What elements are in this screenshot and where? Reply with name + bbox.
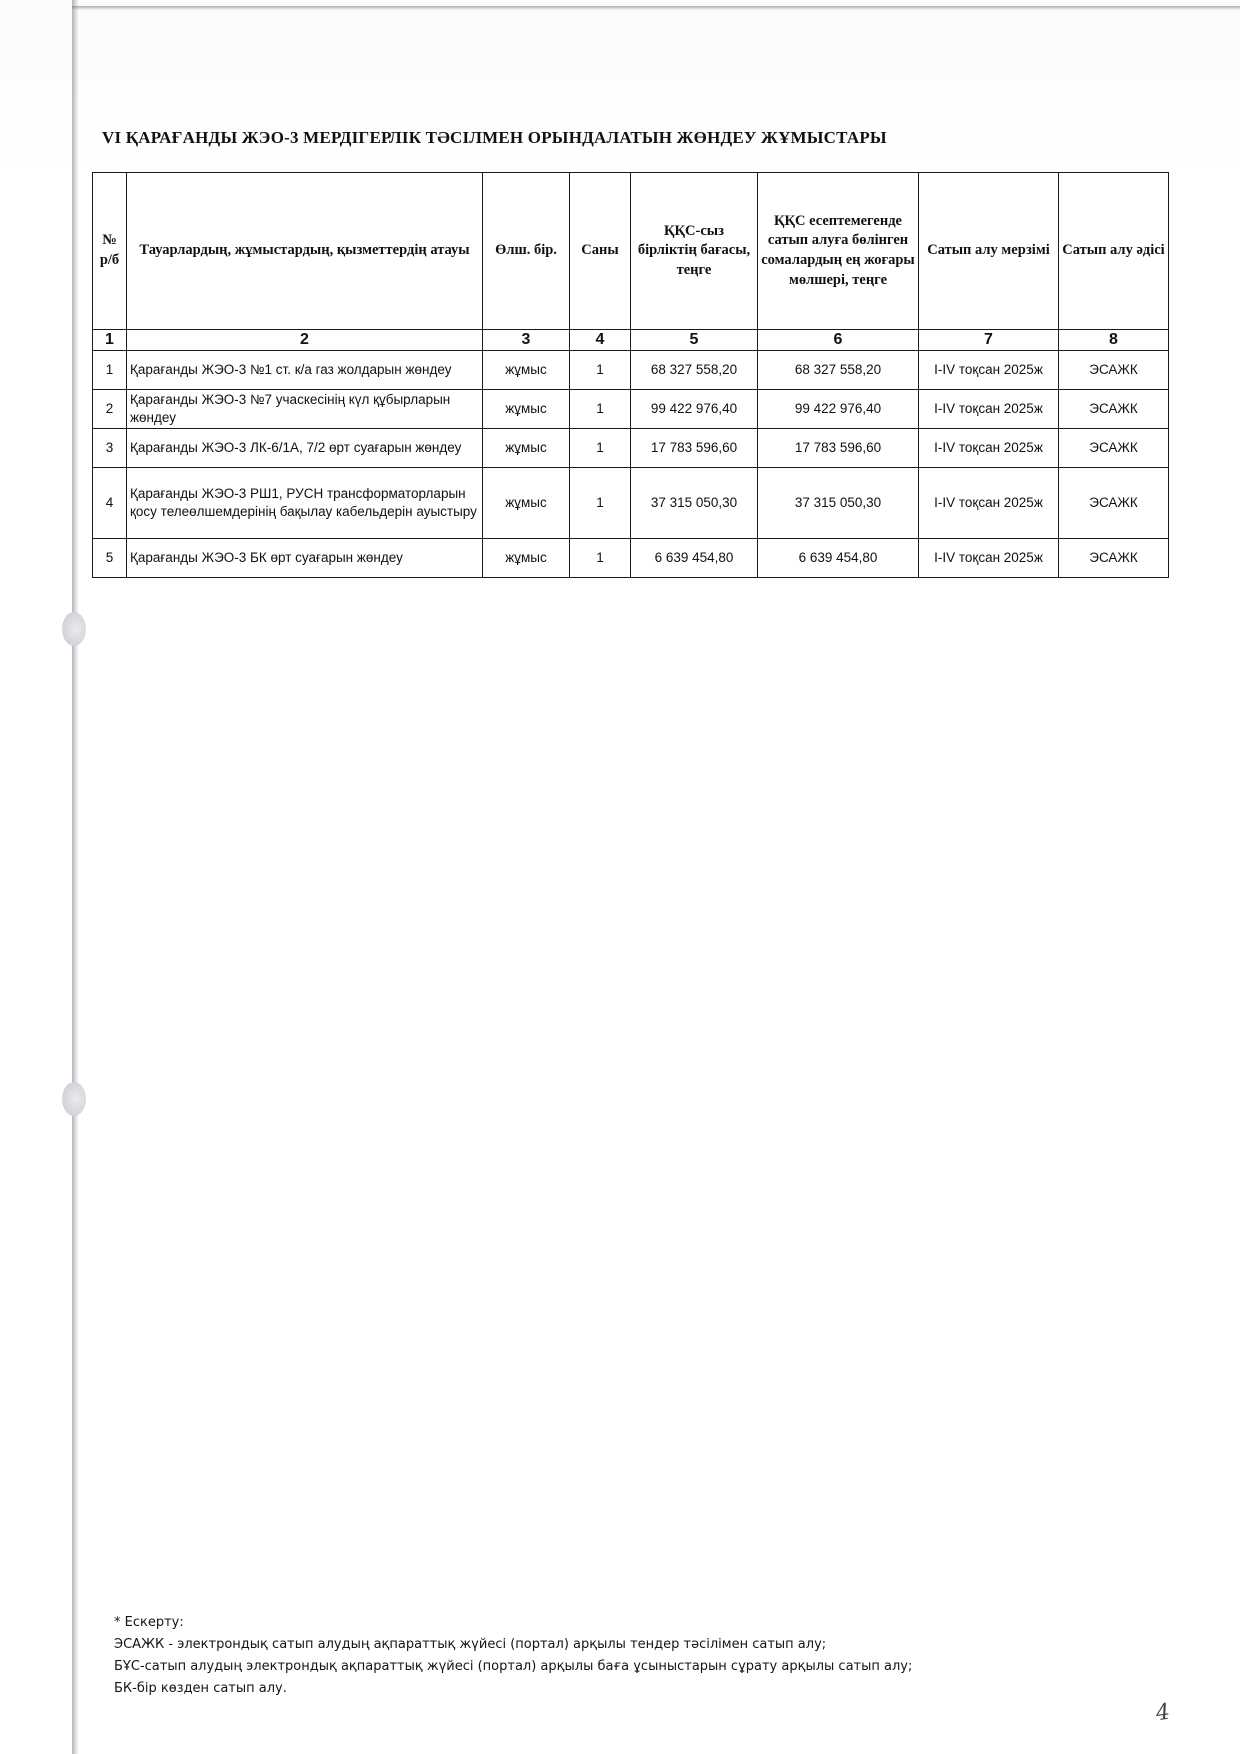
scan-top-edge [72,6,1240,10]
unit: жұмыс [483,351,570,390]
header-cell: № р/б [93,173,127,330]
unit-price: 99 422 976,40 [631,390,758,429]
procurement-period: I-IV тоқсан 2025ж [919,429,1059,468]
column-number-row [93,330,1169,351]
procurement-method: ЭСАЖК [1059,468,1169,539]
quantity: 1 [570,468,631,539]
unit-price: 6 639 454,80 [631,539,758,578]
column-number: 2 [127,330,483,351]
procurement-method: ЭСАЖК [1059,539,1169,578]
max-amount: 37 315 050,30 [758,468,919,539]
row-number: 2 [93,390,127,429]
procurement-period: I-IV тоқсан 2025ж [919,468,1059,539]
work-name: Қарағанды ЖЭО-3 №7 учаскесінің күл құбырларын жөндеу [127,390,483,429]
handwritten-page-number: 4 [1154,1699,1172,1727]
procurement-method: ЭСАЖК [1059,429,1169,468]
table-row [93,539,1169,578]
header-cell: Тауарлардың, жұмыстардың, қызметтердің атауы [127,173,483,330]
max-amount: 68 327 558,20 [758,351,919,390]
column-number: 3 [483,330,570,351]
unit: жұмыс [483,468,570,539]
quantity: 1 [570,351,631,390]
header-cell: Өлш. бір. [483,173,570,330]
work-name: Қарағанды ЖЭО-3 ЛК-6/1А, 7/2 өрт суағарын жөндеу [127,429,483,468]
header-cell: Саны [570,173,631,330]
column-number: 5 [631,330,758,351]
row-number: 3 [93,429,127,468]
table-row [93,468,1169,539]
table-row [93,429,1169,468]
unit: жұмыс [483,429,570,468]
column-number: 1 [93,330,127,351]
procurement-method: ЭСАЖК [1059,351,1169,390]
procurement-method: ЭСАЖК [1059,390,1169,429]
row-number: 1 [93,351,127,390]
unit: жұмыс [483,390,570,429]
max-amount: 17 783 596,60 [758,429,919,468]
column-number: 7 [919,330,1059,351]
quantity: 1 [570,390,631,429]
work-name: Қарағанды ЖЭО-3 РШ1, РУСН трансформаторларын қосу телеөлшемдерінің бақылау кабельдерін ауыстыру [127,468,483,539]
quantity: 1 [570,429,631,468]
max-amount: 99 422 976,40 [758,390,919,429]
header-row [93,173,1169,330]
punch-hole-upper [62,612,86,646]
column-number: 8 [1059,330,1169,351]
header-cell: ҚҚС-сыз бірліктің бағасы, теңге [631,173,758,330]
header-cell: Сатып алу мерзімі [919,173,1059,330]
footnote [114,1612,1014,1700]
footnote-line: БҰС-сатып алудың электрондық ақпараттық жүйесі (портал) арқылы баға ұсыныстарын сұрату арқылы сатып алу; [114,1659,913,1674]
work-name: Қарағанды ЖЭО-3 БК өрт суағарын жөндеу [127,539,483,578]
row-number: 4 [93,468,127,539]
row-number: 5 [93,539,127,578]
max-amount: 6 639 454,80 [758,539,919,578]
unit-price: 37 315 050,30 [631,468,758,539]
footnote-heading: * Ескерту: [114,1615,184,1630]
unit-price: 17 783 596,60 [631,429,758,468]
section-title: VI ҚАРАҒАНДЫ ЖЭО-3 МЕРДІГЕРЛІК ТӘСІЛМЕН ОРЫНДАЛАТЫН ЖӨНДЕУ ЖҰМЫСТАРЫ [102,128,887,147]
procurement-period: I-IV тоқсан 2025ж [919,351,1059,390]
footnote-line: БК-бір көзден сатып алу. [114,1681,287,1696]
footnote-line: ЭСАЖК - электрондық сатып алудың ақпараттық жүйесі (портал) арқылы тендер тәсілімен сатып алу; [114,1637,827,1652]
procurement-period: I-IV тоқсан 2025ж [919,390,1059,429]
table-row [93,390,1169,429]
column-number: 6 [758,330,919,351]
procurement-period: I-IV тоқсан 2025ж [919,539,1059,578]
quantity: 1 [570,539,631,578]
work-name: Қарағанды ЖЭО-3 №1 ст. к/а газ жолдарын жөндеу [127,351,483,390]
punch-hole-lower [62,1082,86,1116]
header-cell: Сатып алу әдісі [1059,173,1169,330]
repair-works-table [92,172,1169,578]
column-number: 4 [570,330,631,351]
header-cell: ҚҚС есептемегенде сатып алуға бөлінген сомалардың ең жоғары мөлшері, теңге [758,173,919,330]
unit-price: 68 327 558,20 [631,351,758,390]
table-row [93,351,1169,390]
unit: жұмыс [483,539,570,578]
scan-left-edge [72,0,78,1754]
